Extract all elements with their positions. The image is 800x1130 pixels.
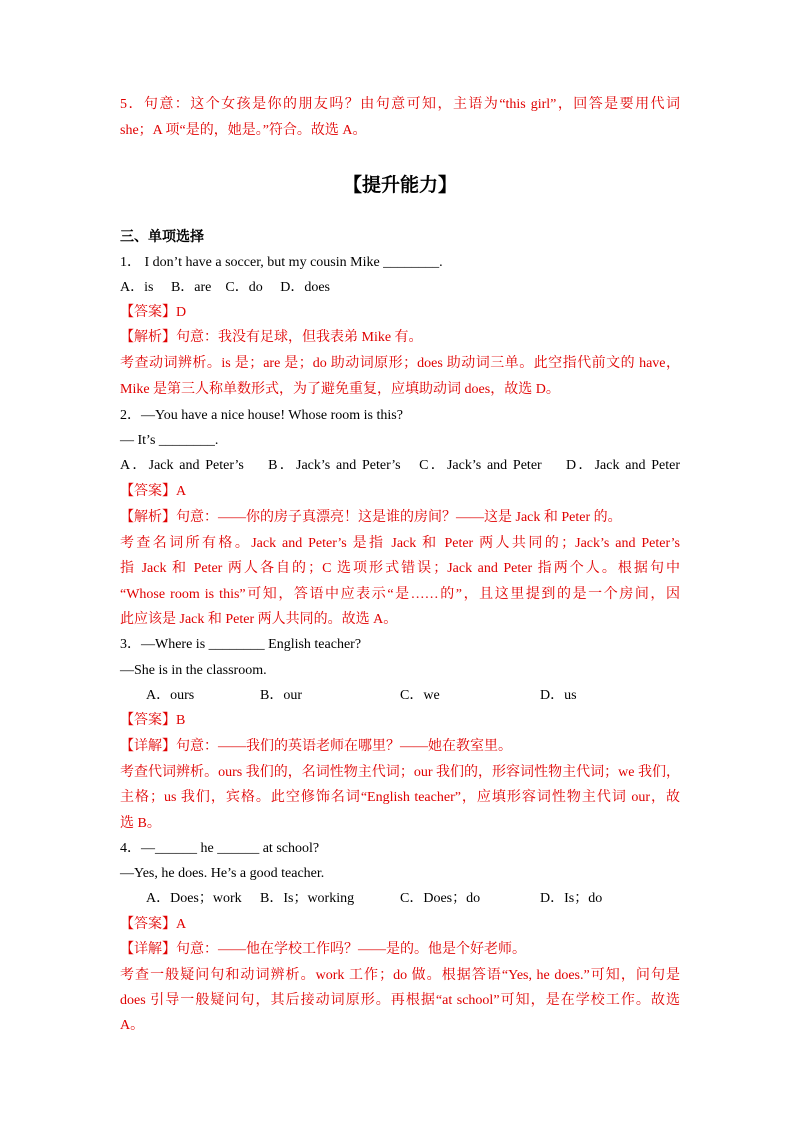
prev-answer-line1: 5．句意：这个女孩是你的朋友吗？由句意可知，主语为“this girl”，回答是要用代词 xyxy=(120,97,680,112)
q1-stem: 1． I don’t have a soccer, but my cousin Mike ________. xyxy=(120,255,443,270)
q3-stem-1: 3．—Where is ________ English teacher? xyxy=(120,637,362,652)
q4-analysis-1: 【详解】句意：——他在学校工作吗？——是的。他是个好老师。 xyxy=(120,942,526,957)
q4-analysis-2: 考查一般疑问句和动词辨析。work 工作；do 做。根据答语“Yes, he does.”可知，问句是 xyxy=(120,968,680,983)
q4-stem-2: —Yes, he does. He’s a good teacher. xyxy=(120,866,325,881)
q4-stem-1: 4．—______ he ______ at school? xyxy=(120,841,320,856)
q1-analysis-1: 【解析】句意：我没有足球，但我表弟 Mike 有。 xyxy=(120,330,423,345)
q4-option-a: A．Does；work xyxy=(146,891,242,906)
q2-answer: 【答案】A xyxy=(120,484,187,499)
q3-option-a: A．ours xyxy=(146,688,195,703)
q1-analysis-3: Mike 是第三人称单数形式，为了避免重复，应填助动词 does，故选 D。 xyxy=(120,382,560,397)
q3-stem-2: —She is in the classroom. xyxy=(120,663,267,678)
q4-analysis-3: does 引导一般疑问句，其后接动词原形。再根据“at school”可知，是在学校工作。故选 xyxy=(120,993,680,1008)
q2-analysis-4: “Whose room is this”可知，答语中应表示“是……的”，且这里提到的是一个房间，因 xyxy=(120,587,680,602)
q4-option-c: C．Does；do xyxy=(400,891,481,906)
q3-answer: 【答案】B xyxy=(120,713,186,728)
q3-analysis-1: 【详解】句意：——我们的英语老师在哪里？——她在教室里。 xyxy=(120,739,512,754)
q2-stem-2: — It’s ________. xyxy=(120,433,219,448)
q2-analysis-1: 【解析】句意：——你的房子真漂亮！这是谁的房间？——这是 Jack 和 Peter 的。 xyxy=(120,510,622,525)
q3-option-d: D．us xyxy=(540,688,577,703)
q4-option-b: B．Is；working xyxy=(260,891,355,906)
q4-option-d: D．Is；do xyxy=(540,891,603,906)
q3-analysis-3: 主格；us 我们，宾格。此空修饰名词“English teacher”，应填形容词性物主代词 our，故 xyxy=(120,790,680,805)
q2-analysis-5: 此应该是 Jack 和 Peter 两人共同的。故选 A。 xyxy=(120,612,398,627)
q2-analysis-3: 指 Jack 和 Peter 两人各自的；C 选项形式错误；Jack and Peter 指两个人。根据句中 xyxy=(120,561,680,576)
q2-stem-1: 2．—You have a nice house! Whose room is this? xyxy=(120,408,403,423)
q1-options: A．is B．are C．do D．does xyxy=(120,280,330,295)
q3-analysis-2: 考查代词辨析。ours 我们的，名词性物主代词；our 我们的，形容词性物主代词；we 我们， xyxy=(120,765,680,780)
section-title: 【提升能力】 xyxy=(342,175,457,196)
q4-answer: 【答案】A xyxy=(120,917,187,932)
q2-options: A．Jack and Peter’s B．Jack’s and Peter’s C．Jack’s and Peter D．Jack and Peter xyxy=(120,458,680,473)
q3-option-b: B．our xyxy=(260,688,302,703)
q3-analysis-4: 选 B。 xyxy=(120,816,161,831)
q1-answer: 【答案】D xyxy=(120,305,187,320)
subsection-heading: 三、单项选择 xyxy=(120,230,204,245)
q2-analysis-2: 考查名词所有格。Jack and Peter’s 是指 Jack 和 Peter 两人共同的；Jack’s and Peter’s xyxy=(120,536,680,551)
q3-option-c: C．we xyxy=(400,688,440,703)
q1-analysis-2: 考查动词辨析。is 是；are 是；do 助动词原形；does 助动词三单。此空指代前文的 have， xyxy=(120,356,680,371)
prev-answer-line2: she；A 项“是的，她是。”符合。故选 A。 xyxy=(120,123,367,138)
q4-analysis-4: A。 xyxy=(120,1018,145,1033)
